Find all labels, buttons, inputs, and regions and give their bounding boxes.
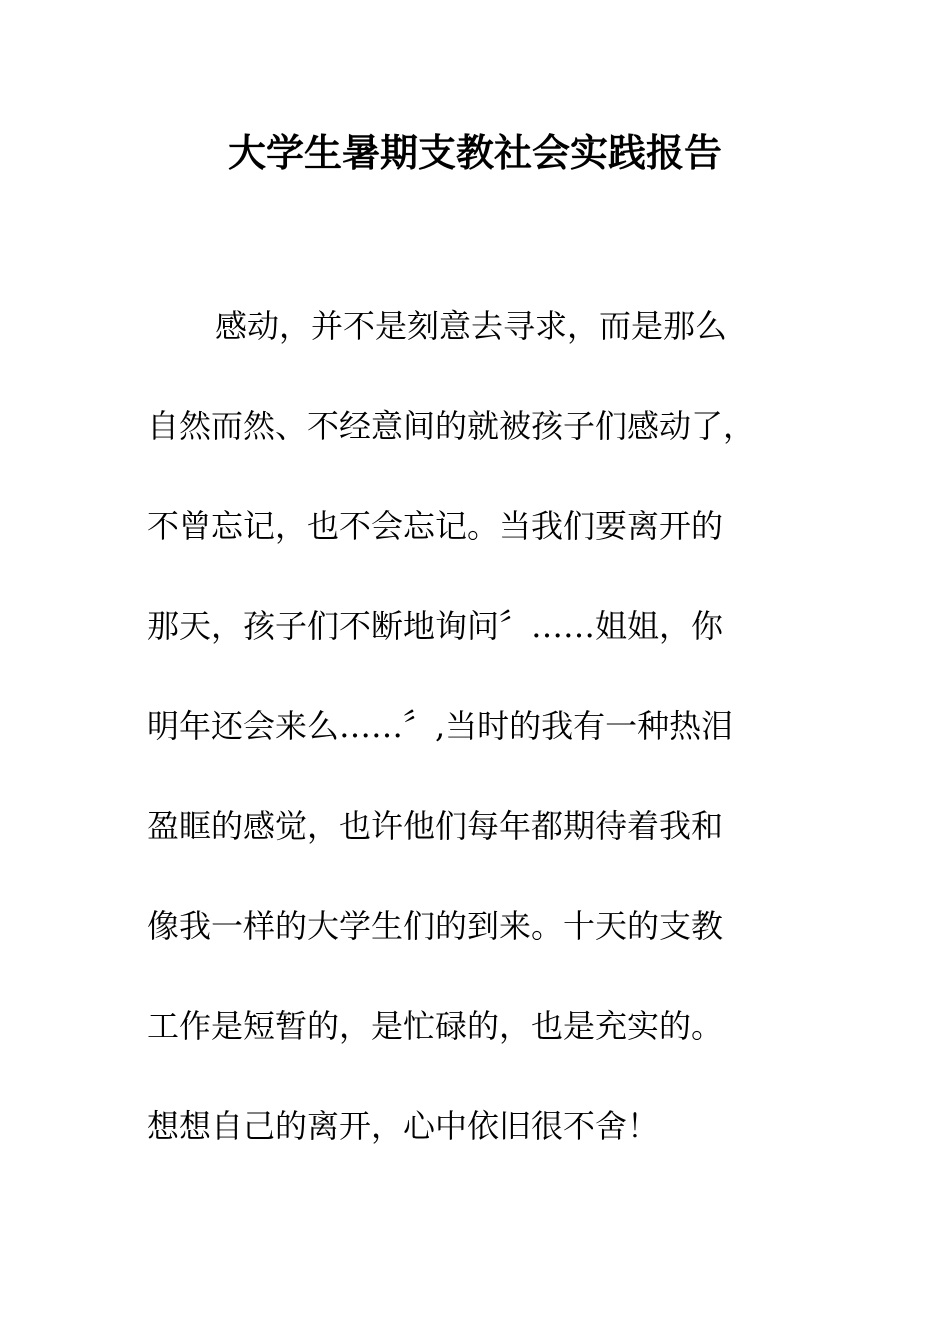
paragraph-line: 明年还会来么……〞,当时的我有一种热泪 (147, 707, 734, 745)
document-title: 大学生暑期支教社会实践报告 (227, 130, 722, 175)
paragraph-line: 像我一样的大学生们的到来。十天的支教 (147, 907, 724, 945)
paragraph-line: 自然而然、不经意间的就被孩子们感动了， (147, 407, 756, 445)
paragraph-line: 盈眶的感觉，也许他们每年都期待着我和 (147, 807, 724, 845)
paragraph-line: 感动，并不是刻意去寻求，而是那么 (215, 307, 728, 345)
paragraph-line: 不曾忘记，也不会忘记。当我们要离开的 (147, 507, 724, 545)
paragraph-line: 工作是短暂的，是忙碌的，也是充实的。 (147, 1007, 724, 1045)
paragraph-line: 想想自己的离开，心中依旧很不舍！ (147, 1107, 660, 1145)
paragraph-line: 那天，孩子们不断地询问〞……姐姐，你 (147, 607, 724, 645)
